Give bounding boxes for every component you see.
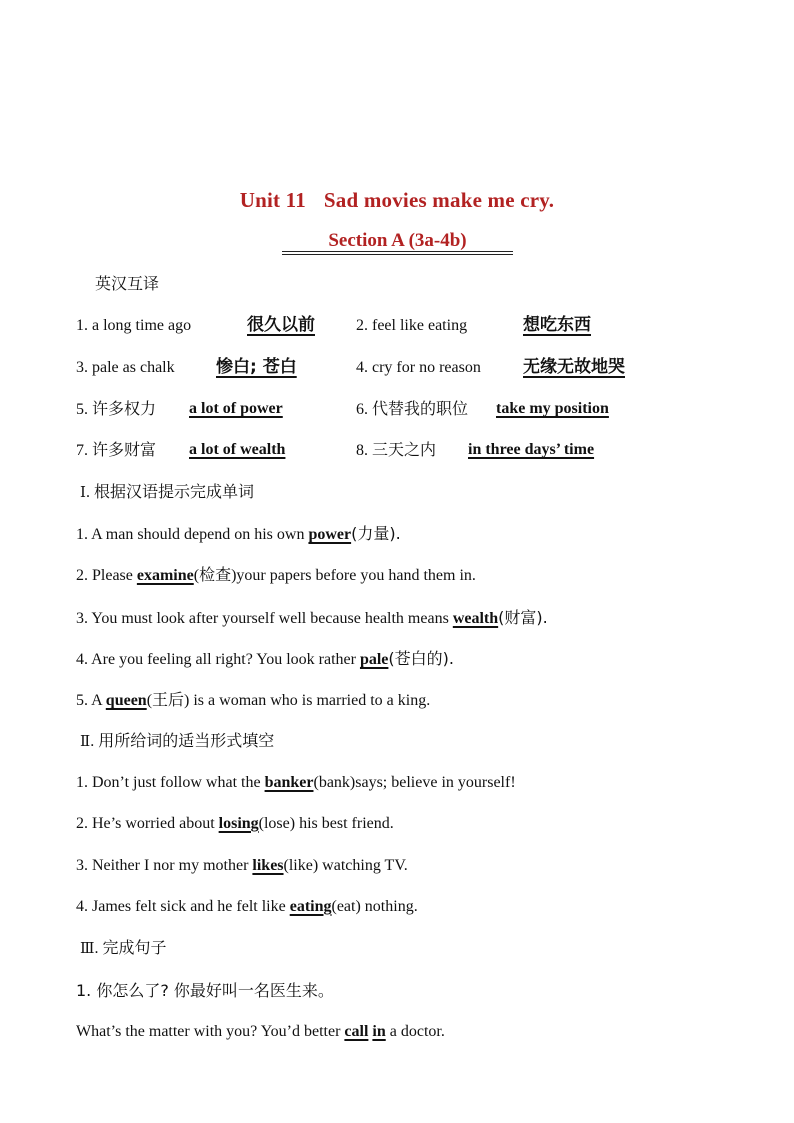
answer-blank: power	[308, 526, 352, 543]
part1-item-5: 5. A queen(王后) is a woman who is married to a king.	[76, 692, 431, 709]
part1-item-4: 4. Are you feeling all right? You look rather pale(苍白的).	[76, 649, 454, 668]
vocab-answer: 很久以前	[247, 315, 315, 335]
part1-item-3: 3. You must look after yourself well because health means wealth(财富).	[76, 608, 548, 627]
page-title	[0, 187, 794, 213]
answer-blank: banker	[264, 774, 314, 791]
section-subtitle	[282, 229, 513, 255]
vocab-prompt: pale as chalk	[92, 359, 175, 376]
vocab-item-6: 6. 代替我的职位	[356, 399, 469, 418]
part3-item-1-english: What’s the matter with you? You’d better call in a doctor.	[76, 1023, 445, 1040]
answer-blank: call	[344, 1023, 369, 1040]
part2-item-3: 3. Neither I nor my mother likes(like) watching TV.	[76, 857, 408, 874]
part2-item-2: 2. He’s worried about losing(lose) his best friend.	[76, 815, 394, 832]
double-underline-top	[282, 251, 513, 252]
answer-blank: queen	[105, 692, 147, 709]
answer-blank: likes	[252, 857, 284, 874]
vocab-prompt: cry for no reason	[372, 359, 481, 376]
answer-blank: losing	[218, 815, 259, 832]
vocab-prompt: 许多权力	[92, 399, 157, 418]
part2-item-4: 4. James felt sick and he felt like eating(eat) nothing.	[76, 898, 418, 915]
part1-item-2: 2. Please examine(检查)your papers before you hand them in.	[76, 567, 476, 584]
answer-blank: eating	[289, 898, 332, 915]
part2-heading: Ⅱ. 用所给词的适当形式填空	[80, 731, 275, 750]
vocab-answer: in three days’ time	[468, 441, 595, 458]
answer-blank: pale	[359, 651, 389, 668]
section-label: Section A (3a-4b)	[328, 230, 467, 251]
vocab-prompt: feel like eating	[372, 317, 468, 334]
vocab-item-2: 2. feel like eating	[356, 317, 468, 334]
vocab-item-7: 7. 许多财富	[76, 440, 157, 459]
answer-blank: in	[372, 1023, 386, 1040]
part2-item-1: 1. Don’t just follow what the banker(bank)says; believe in yourself!	[76, 774, 516, 791]
double-underline-bottom	[282, 254, 513, 255]
vocab-item-5: 5. 许多权力	[76, 399, 157, 418]
vocab-item-1: 1. a long time ago	[76, 317, 192, 334]
vocab-item-4: 4. cry for no reason	[356, 359, 481, 376]
vocab-answer: 想吃东西	[523, 315, 591, 335]
vocab-item-8: 8. 三天之内	[356, 440, 437, 459]
vocab-answer: 无缘无故地哭	[523, 357, 625, 377]
vocab-prompt: 许多财富	[92, 440, 157, 459]
vocab-answer: a lot of power	[189, 400, 283, 417]
vocab-prompt: a long time ago	[92, 317, 192, 334]
answer-blank: examine	[136, 567, 194, 584]
part1-item-1: 1. A man should depend on his own power(力量).	[76, 524, 401, 543]
part3-item-1-chinese: 1. 你怎么了? 你最好叫一名医生来。	[76, 981, 334, 1000]
vocab-heading: 英汉互译	[95, 274, 160, 293]
part3-heading: Ⅲ. 完成句子	[80, 938, 167, 957]
vocab-prompt: 三天之内	[372, 440, 437, 459]
unit-title: Sad movies make me cry.	[323, 188, 555, 212]
vocab-item-3: 3. pale as chalk	[76, 359, 175, 376]
vocab-answer: 惨白; 苍白	[216, 357, 297, 377]
unit-label: Unit 11	[239, 188, 306, 212]
vocab-prompt: 代替我的职位	[372, 399, 469, 418]
answer-blank: wealth	[452, 610, 499, 627]
vocab-answer: a lot of wealth	[189, 441, 286, 458]
vocab-answer: take my position	[496, 400, 609, 417]
part1-heading: Ⅰ. 根据汉语提示完成单词	[80, 482, 254, 501]
